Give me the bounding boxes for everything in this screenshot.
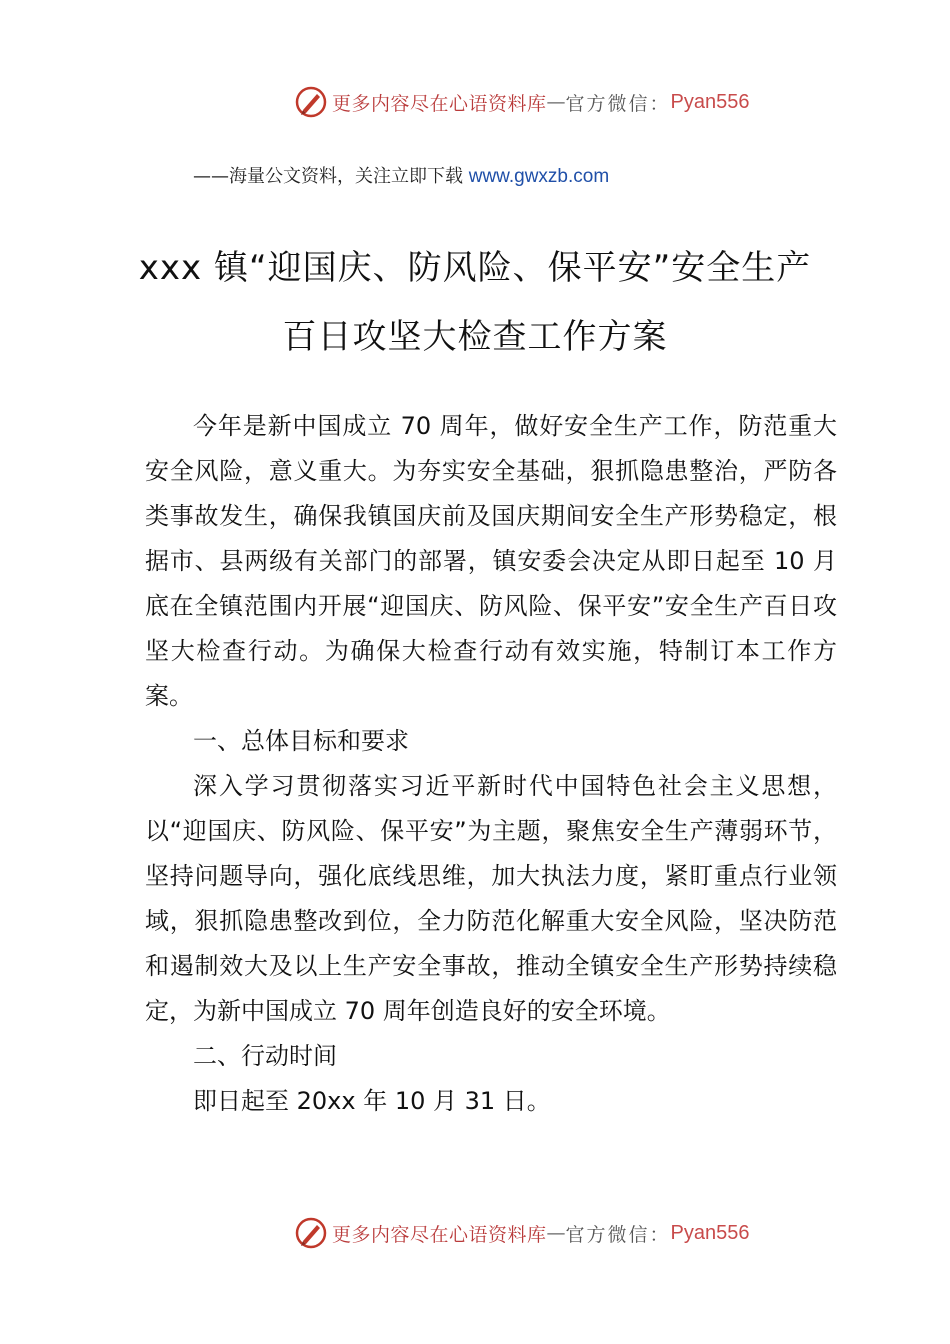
watermark-separator: — (546, 1222, 566, 1244)
watermark-wechat-label: 官方微信： (565, 92, 671, 115)
document-title-line-2: 百日攻坚大检查工作方案 (282, 317, 668, 357)
site-link[interactable]: www.gwxzb.com (468, 166, 610, 187)
pen-logo-icon (294, 1216, 328, 1250)
subheader (193, 162, 609, 188)
watermark-separator: — (546, 91, 566, 113)
body-paragraph-goals: 深入学习贯彻落实习近平新时代中国特色社会主义思想，以“迎国庆、防风险、保平安”为主题，聚焦安全生产薄弱环节，坚持问题导向，强化底线思维，加大执法力度，紧盯重点行业领域，狠抓隐患整改到位，全力防范化解重大安全风险，坚决防范和遏制效大及以上生产安全事故，推动全镇安全生产形势持续稳定，为新中国成立 70 周年创造良好的安全环境。 (145, 772, 837, 1025)
subheader-text: ——海量公文资料，关注立即下载 (193, 166, 469, 187)
watermark-wechat-id: Pyan556 (670, 1221, 750, 1244)
watermark-wechat-label: 官方微信： (565, 1223, 671, 1246)
section-heading-time: 二、行动时间 (193, 1042, 337, 1070)
watermark-text: 更多内容尽在心语资料库 (332, 92, 547, 115)
watermark-text: 更多内容尽在心语资料库 (332, 1223, 547, 1246)
section-heading-goals: 一、总体目标和要求 (193, 727, 409, 755)
body-paragraph-intro: 今年是新中国成立 70 周年，做好安全生产工作，防范重大安全风险，意义重大。为夯实安全基础，狠抓隐患整治，严防各类事故发生，确保我镇国庆前及国庆期间安全生产形势稳定，根据市、县两级有关部门的部署，镇安委会决定从即日起至 10 月底在全镇范围内开展“迎国庆、防风险、保平安”安全生产百日攻坚大检查行动。为确保大检查行动有效实施，特制订本工作方案。 (145, 412, 837, 710)
bottom-watermark (294, 1213, 750, 1253)
watermark-wechat-id: Pyan556 (670, 90, 750, 113)
document-body (145, 404, 837, 1124)
pen-logo-icon (294, 85, 328, 119)
document-title-line-1: xxx 镇“迎国庆、防风险、保平安”安全生产 (138, 248, 812, 288)
top-watermark (294, 82, 750, 122)
body-paragraph-time: 即日起至 20xx 年 10 月 31 日。 (193, 1087, 551, 1115)
